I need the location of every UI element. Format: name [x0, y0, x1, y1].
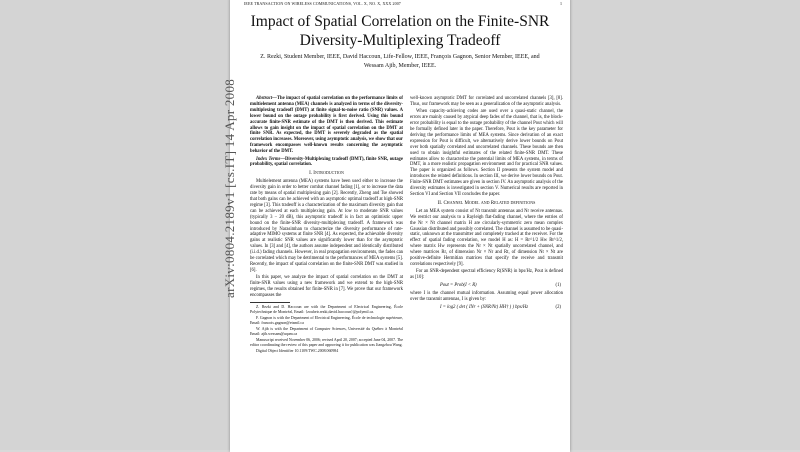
after-equation-1: where I is the channel mutual information. Assuming equal power allocation over the transmit antennas, I is given by: [410, 291, 563, 302]
footnote: Manuscript received November 06, 2006; revised April 20, 2007; accepted June 04, 2007. The editor coordinating the review of this paper and approving it for publication was Jiangzhou Wang. [250, 338, 403, 347]
paper-page [222, 0, 570, 452]
intro-paragraph-4: When capacity-achieving codes are used over a quasi-static channel, the errors are mainly caused by atypical deep fades of the channel, that is, the block-error probability is equal to the outage probability of the channel Pout which will be formally defined later in the paper. Therefore, Pout is the key parameter for deriving the performance limits of MEA systems. Since derivation of an exact expression for Pout is difficult, we alternatively derive lower bounds on Pout over both spatially correlated and uncorrelated channels. These bounds are then used to obtain insightful estimates of the related finite-SNR DMT. These estimates allow to characterize the potential limits of MEA systems, in terms of DMT, in a more realistic propagation environment and for practical SNR values. The paper is organized as follows. Section II presents the system model and introduces the related definitions. In section III, we derive lower bounds on Pout. Finite-SNR DMT estimates are given in section IV. An asymptotic analysis of the diversity estimates is investigated in section V. Numerical results are reported in Section VI and Section VII concludes the paper. [410, 109, 563, 197]
footnote: Digital Object Identifier 10.1109/TWC.2008.060984 [256, 349, 339, 354]
right-column [410, 96, 563, 313]
section-heading-introduction: I. Introduction [309, 171, 344, 177]
equation-2 [410, 305, 563, 311]
equation-1 [410, 283, 563, 289]
equation-1-number: (1) [555, 283, 561, 289]
page-number: 1 [560, 1, 562, 6]
index-terms-label: Index Terms— [256, 156, 286, 162]
paper-title: Impact of Spatial Correlation on the Finite-SNR Diversity-Multiplexing Tradeoff [250, 13, 550, 49]
model-paragraph-2: For an SNR-dependent spectral efficiency R(SNR) in bps/Hz, Pout is defined as [10]: [410, 269, 563, 281]
author-list: Z. Rezki, Student Member, IEEE, David Haccoun, Life-Fellow, IEEE, François Gagnon, Senior Member, IEEE, and Wessam Ajib, Member, IEEE. [260, 54, 540, 69]
index-terms [250, 157, 403, 169]
index-terms-text: Diversity-Multiplexing tradeoff (DMT), finite SNR, outage probability, spatial correlation. [250, 156, 403, 168]
intro-paragraph-3: well-known asymptotic DMT for correlated and uncorrelated channels [3], [8]. Thus, our framework may be seen as a generalization of the asymptotic analysis. [410, 96, 563, 107]
abstract-text: The impact of spatial correlation on the performance limits of multielement antenna (MEA) channels is analyzed in terms of the diversity-multiplexing tradeoff (DMT) at finite signal-to-noise ratio (SNR) values. A lower bound on the outage probability is first derived. Using this bound accurate finite-SNR estimate of the DMT is then derived. This estimate allows to gain insight on the impact of spatial correlation on the DMT at finite SNR. As expected, the DMT is severely degraded as the spatial correlation increases. Moreover, using asymptotic analysis, we show that our framework encompasses well-known results concerning the asymptotic behavior of the DMT. [250, 96, 403, 155]
footnote: F. Gagnon is with the Department of Electrical Engineering, École de technologie supérieure, Email: francois.gagnon@etsmtl.ca [250, 316, 403, 325]
abstract [250, 96, 403, 155]
footnote: W. Ajib is with the Department of Computer Sciences, Université du Québec à Montréal Email: ajib.wessam@uqam.ca [250, 327, 403, 336]
equation-1-body: Pout = Prob(I < R) [440, 283, 477, 289]
equation-2-body: I = log2 ( det ( INr + (SNR/Nt) HH† ) ) bps/Hz [440, 304, 529, 310]
footnote-separator [250, 302, 290, 303]
abstract-label: Abstract— [256, 96, 277, 101]
section-heading-channel-model: II. Channel Model and Related definitions [437, 200, 536, 206]
model-paragraph-1: Let an MEA system consist of Nt transmit antennas and Nr receive antennas. We restrict our analysis to a Rayleigh flat-fading channel, where the entries of the Nr × Nt channel matrix H are circularly-symmetric zero mean complex Gaussian distributed and possibly correlated. The channel is assumed to be quasi-static, unknown at the transmitter and completely tracked at the receiver. For the effect of spatial fading correlation, we model H as: H = Rr^1/2 Hw Rt^1/2, where matrix Hw represents the Nr × Nt spatially uncorrelated channel, and where matrices Rr, of dimension Nr × Nr and Rt, of dimension Nt × Nt are positive-definite Hermitian matrices that specify the receive and transmit correlations respectively [9]. [410, 208, 564, 267]
equation-2-number: (2) [555, 304, 561, 310]
intro-paragraph-2: In this paper, we analyze the impact of spatial correlation on the DMT at finite-SNR values using a new framework and we extend to the high-SNR regimes, the results obtained for finite-SNR in [7]. We prove that our framework encompasses the [250, 275, 403, 298]
intro-paragraph-1: Multielement antenna (MEA) systems have been used either to increase the diversity gain in order to better combat channel fading [1], or to increase the data rate by means of spatial multiplexing gain [2]. Recently, Zheng and Tse showed that both gains can be achieved with an asymptotic optimal tradeoff at high-SNR regime [3]. This tradeoff is a characterization of the maximum diversity gain that can be achieved at each multiplexing gain. At low to moderate SNR values (typically 3 − 20 dB), this asymptotic tradeoff is in fact an optimistic upper bound on the finite-SNR diversity-multiplexing tradeoff. A framework was introduced by Narasimhan to characterize the diversity performance of rate-adaptive MIMO systems at finite SNR [4]. As expected, the achievable diversity gains at realistic SNR values are significantly lower than for the asymptotic values. In [3] and [4], the authors assume independent and identically distributed (i.i.d.) fading channels. However, in real propagation environments, the fades can be correlated which may be detrimental to the performances of MEA systems [5]. Recently, the impact of spatial correlation on the finite-SNR DMT was studied in [6]. [250, 179, 403, 273]
arxiv-stamp: arXiv:0804.2189v1 [cs.IT] 14 Apr 2008 [222, 78, 237, 298]
left-column [250, 96, 403, 356]
footnote: Z. Rezki and D. Haccoun are with the Department of Electrical Engineering, École Polytechnique de Montréal, Email: {zouheir.rezki,david.haccoun}@polymtl.ca. [250, 304, 403, 314]
running-header: IEEE TRANSACTION ON WIRELESS COMMUNICATIONS, VOL. X, NO. X, XXX 2007 [244, 1, 401, 6]
